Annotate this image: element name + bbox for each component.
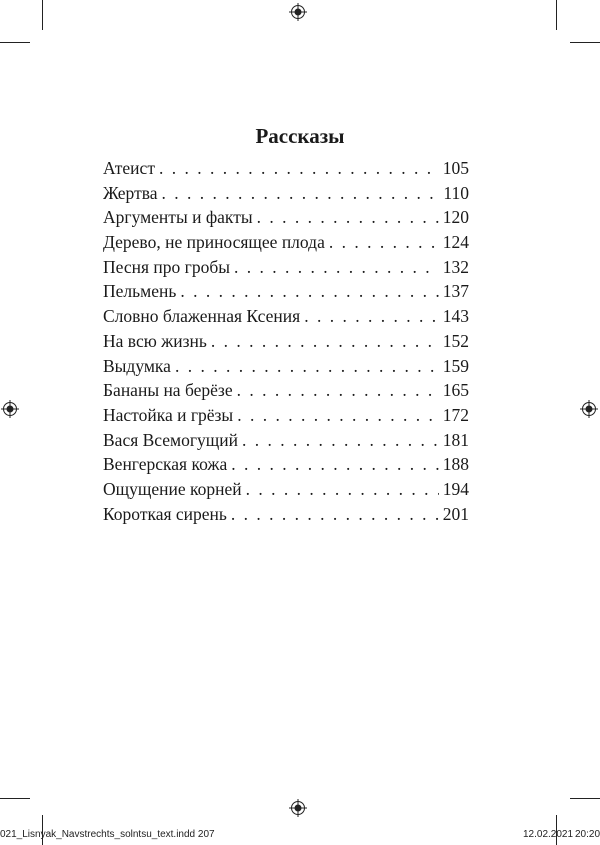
dot-leader <box>234 257 439 278</box>
toc-page: 132 <box>442 256 469 277</box>
dot-leader <box>246 479 439 500</box>
toc-page: 181 <box>442 429 469 450</box>
toc-title: Аргументы и факты <box>103 207 253 228</box>
toc-page: 143 <box>442 306 469 327</box>
section-heading: Рассказы <box>255 124 345 148</box>
toc-entry <box>103 183 469 208</box>
toc-title: Ощущение корней <box>103 478 242 499</box>
toc-page: 124 <box>442 232 469 253</box>
dot-leader <box>304 306 439 327</box>
crop-mark-top-right <box>570 42 600 43</box>
toc-title: Песня про гробы <box>103 256 230 277</box>
toc-page: 110 <box>443 182 469 203</box>
toc-entry <box>103 430 469 455</box>
toc-entry <box>103 281 469 306</box>
registration-mark-right-icon <box>580 400 598 418</box>
toc-page: 105 <box>442 158 469 178</box>
crop-mark-bottom-right <box>570 798 600 799</box>
toc-entry <box>103 504 469 529</box>
toc-page: 120 <box>442 207 469 228</box>
toc-entry <box>103 158 469 183</box>
toc-entry <box>103 405 469 430</box>
slug-file-label: 021_Lisnyak_Navstrechts_solntsu_text.indd 207 <box>0 829 215 840</box>
dot-leader <box>159 158 439 179</box>
toc-page: 194 <box>442 478 469 499</box>
toc-entry <box>103 306 469 331</box>
toc-page: 165 <box>442 380 469 401</box>
toc-title: Выдумка <box>103 355 171 376</box>
toc-title: Пельмень <box>103 281 177 302</box>
toc-title: Словно блаженная Ксения <box>103 306 301 327</box>
toc-title: Вася Всемогущий <box>103 429 239 450</box>
toc-title: Настойка и грёзы <box>103 404 234 425</box>
dot-leader <box>175 356 439 377</box>
toc-page: 137 <box>442 281 469 302</box>
toc-title: На всю жизнь <box>103 330 207 351</box>
registration-mark-top-icon <box>289 3 307 21</box>
dot-leader <box>211 331 439 352</box>
crop-mark-top-left <box>0 42 30 43</box>
toc-title: Бананы на берёзе <box>103 380 233 401</box>
dot-leader <box>231 504 439 525</box>
toc-page: 188 <box>442 454 469 475</box>
toc-title: Атеист <box>103 158 155 178</box>
toc-entry <box>103 207 469 232</box>
slug-time: 20:20 <box>575 829 600 840</box>
dot-leader <box>231 454 438 475</box>
toc-title: Жертва <box>103 182 158 203</box>
registration-mark-bottom-icon <box>289 799 307 817</box>
toc-title: Венгерская кожа <box>103 454 228 475</box>
slug-date: 12.02.2021 <box>523 829 574 840</box>
dot-leader <box>257 207 439 228</box>
dot-leader <box>237 405 439 426</box>
dot-leader <box>237 380 439 401</box>
toc-title: Короткая сирень <box>103 503 227 524</box>
toc-entry <box>103 331 469 356</box>
registration-mark-left-icon <box>1 400 19 418</box>
toc-entry <box>103 356 469 381</box>
dot-leader <box>162 183 440 204</box>
toc-title: Дерево, не приносящее плода <box>103 232 325 253</box>
toc-page: 201 <box>442 503 469 524</box>
toc-entry <box>103 454 469 479</box>
dot-leader <box>329 232 439 253</box>
crop-mark-bottom-left <box>0 798 30 799</box>
toc-page: 152 <box>442 330 469 351</box>
toc-entry <box>103 232 469 257</box>
toc-entry <box>103 380 469 405</box>
toc-entry <box>103 479 469 504</box>
crop-mark-top-left-vertical <box>42 0 43 30</box>
toc-page: 172 <box>442 404 469 425</box>
dot-leader <box>180 281 438 302</box>
table-of-contents <box>103 158 469 528</box>
toc-page: 159 <box>442 355 469 376</box>
dot-leader <box>242 430 439 451</box>
crop-mark-top-right-vertical <box>556 0 557 30</box>
toc-entry <box>103 257 469 282</box>
